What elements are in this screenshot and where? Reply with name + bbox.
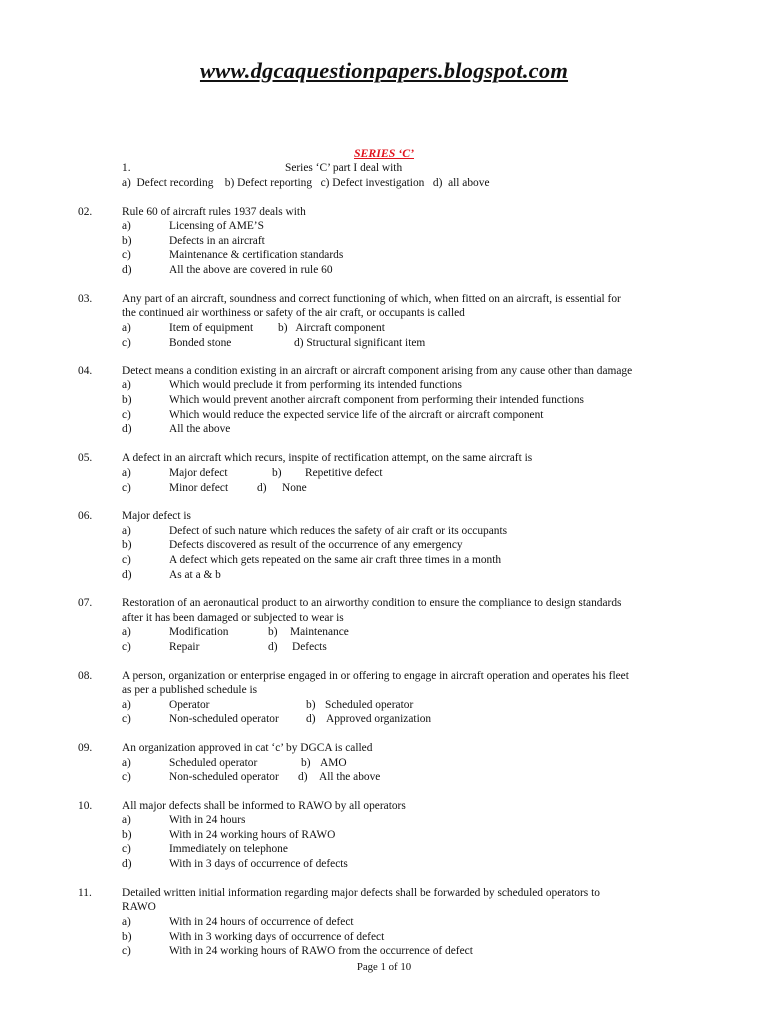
option-text: Maintenance & certification standards — [169, 249, 344, 261]
option-text: Defects — [292, 641, 327, 653]
option-text: A defect which gets repeated on the same air craft three times in a month — [169, 554, 502, 566]
option-label: d) — [122, 423, 132, 435]
option-text: Non-scheduled operator — [169, 771, 279, 783]
option-text: All the above are covered in rule 60 — [169, 264, 333, 276]
question-number: 03. — [78, 293, 93, 305]
option-label: b) — [268, 626, 278, 638]
option-label: c) — [122, 409, 131, 421]
option-text: Defects in an aircraft — [169, 235, 265, 247]
option-label: c) — [122, 771, 131, 783]
option-label: a) — [122, 757, 131, 769]
question-options: a) Defect recording b) Defect reporting c) Defect investigation d) all above — [122, 177, 490, 189]
option-text: None — [282, 482, 307, 494]
question-number: 11. — [78, 887, 92, 899]
option-text: Repair — [169, 641, 200, 653]
question-text: Major defect is — [122, 510, 191, 522]
option-text: Which would reduce the expected service life of the aircraft or aircraft component — [169, 409, 544, 421]
option-label: a) — [122, 220, 131, 232]
question-text: Detect means a condition existing in an aircraft or aircraft component arising from any cause other than damage — [122, 365, 633, 377]
question-number: 02. — [78, 206, 93, 218]
option-text: As at a & b — [169, 569, 221, 581]
option-label: c) — [122, 945, 131, 957]
option-label: c) — [122, 554, 131, 566]
question-number: 04. — [78, 365, 93, 377]
option-label: d) — [122, 569, 132, 581]
option-label: b) — [122, 539, 132, 551]
question-text: An organization approved in cat ‘c’ by DGCA is called — [122, 742, 373, 754]
question-text: A defect in an aircraft which recurs, inspite of rectification attempt, on the same aircraft is — [122, 452, 533, 464]
page-number: Page 1 of 10 — [356, 961, 412, 973]
option-text: Scheduled operator — [325, 699, 414, 711]
question-text: Rule 60 of aircraft rules 1937 deals with — [122, 206, 306, 218]
option-text: With in 24 hours of occurrence of defect — [169, 916, 354, 928]
question-number: 1. — [122, 162, 131, 174]
option-text: Operator — [169, 699, 210, 711]
option-label: b) — [122, 829, 132, 841]
option-text: Minor defect — [169, 482, 229, 494]
option-label: d) — [257, 482, 267, 494]
option-text: Item of equipment — [169, 322, 254, 334]
question-number: 05. — [78, 452, 93, 464]
option-text: Which would preclude it from performing its intended functions — [169, 379, 462, 391]
option-text: b) Aircraft component — [278, 322, 385, 334]
option-label: d) — [122, 264, 132, 276]
option-text: Approved organization — [326, 713, 432, 725]
option-text: Defect of such nature which reduces the safety of air craft or its occupants — [169, 525, 508, 537]
option-label: d) — [306, 713, 316, 725]
option-label: d) — [298, 771, 308, 783]
question-text: All major defects shall be informed to RAWO by all operators — [122, 800, 406, 812]
option-label: a) — [122, 699, 131, 711]
option-label: a) — [122, 916, 131, 928]
option-text: Repetitive defect — [305, 467, 383, 479]
option-text: Immediately on telephone — [169, 843, 288, 855]
option-text: Defects discovered as result of the occurrence of any emergency — [169, 539, 463, 551]
option-label: c) — [122, 713, 131, 725]
question-number: 10. — [78, 800, 93, 812]
option-label: a) — [122, 467, 131, 479]
option-label: b) — [301, 757, 311, 769]
option-text: d) Structural significant item — [294, 337, 426, 349]
question-number: 08. — [78, 670, 93, 682]
option-label: b) — [306, 699, 316, 711]
question-text: Detailed written initial information regarding major defects shall be forwarded by scheduled operators to — [122, 887, 600, 899]
option-label: d) — [268, 641, 278, 653]
question-text: the continued air worthiness or safety of the air craft, or occupants is called — [122, 307, 465, 319]
question-text: Any part of an aircraft, soundness and correct functioning of which, when fitted on an aircraft, is essential for — [122, 293, 621, 305]
question-text: Series ‘C’ part I deal with — [285, 162, 403, 174]
option-label: c) — [122, 249, 131, 261]
option-label: c) — [122, 337, 131, 349]
question-text: as per a published schedule is — [122, 684, 258, 696]
option-text: AMO — [320, 757, 347, 769]
option-label: a) — [122, 626, 131, 638]
option-label: b) — [122, 394, 132, 406]
option-label: b) — [122, 235, 132, 247]
option-text: Licensing of AME’S — [169, 220, 264, 232]
site-url-heading[interactable]: www.dgcaquestionpapers.blogspot.com — [199, 58, 569, 83]
option-text: Which would prevent another aircraft component from performing their intended functions — [169, 394, 584, 406]
option-label: c) — [122, 482, 131, 494]
option-text: Bonded stone — [169, 337, 232, 349]
option-label: b) — [272, 467, 282, 479]
option-label: a) — [122, 322, 131, 334]
option-label: b) — [122, 931, 132, 943]
option-label: a) — [122, 525, 131, 537]
option-text: Scheduled operator — [169, 757, 258, 769]
option-text: With in 24 hours — [169, 814, 246, 826]
option-text: With in 24 working hours of RAWO from the occurrence of defect — [169, 945, 473, 957]
option-text: Maintenance — [290, 626, 349, 638]
question-text: RAWO — [122, 901, 156, 913]
option-label: c) — [122, 641, 131, 653]
option-text: With in 24 working hours of RAWO — [169, 829, 336, 841]
option-text: Non-scheduled operator — [169, 713, 279, 725]
option-text: All the above — [319, 771, 381, 783]
option-text: All the above — [169, 423, 231, 435]
option-text: Major defect — [169, 467, 228, 479]
question-text: Restoration of an aeronautical product to an airworthy condition to ensure the compliance to design standards — [122, 597, 622, 609]
question-text: A person, organization or enterprise engaged in or offering to engage in aircraft operation and operates his fleet — [122, 670, 629, 682]
option-text: Modification — [169, 626, 229, 638]
option-label: d) — [122, 858, 132, 870]
option-label: a) — [122, 379, 131, 391]
question-number: 09. — [78, 742, 93, 754]
question-number: 07. — [78, 597, 93, 609]
option-text: With in 3 days of occurrence of defects — [169, 858, 348, 870]
option-label: a) — [122, 814, 131, 826]
question-number: 06. — [78, 510, 93, 522]
series-title: SERIES ‘C’ — [354, 146, 414, 160]
question-text: after it has been damaged or subjected to wear is — [122, 612, 344, 624]
option-label: c) — [122, 843, 131, 855]
option-text: With in 3 working days of occurrence of defect — [169, 931, 385, 943]
